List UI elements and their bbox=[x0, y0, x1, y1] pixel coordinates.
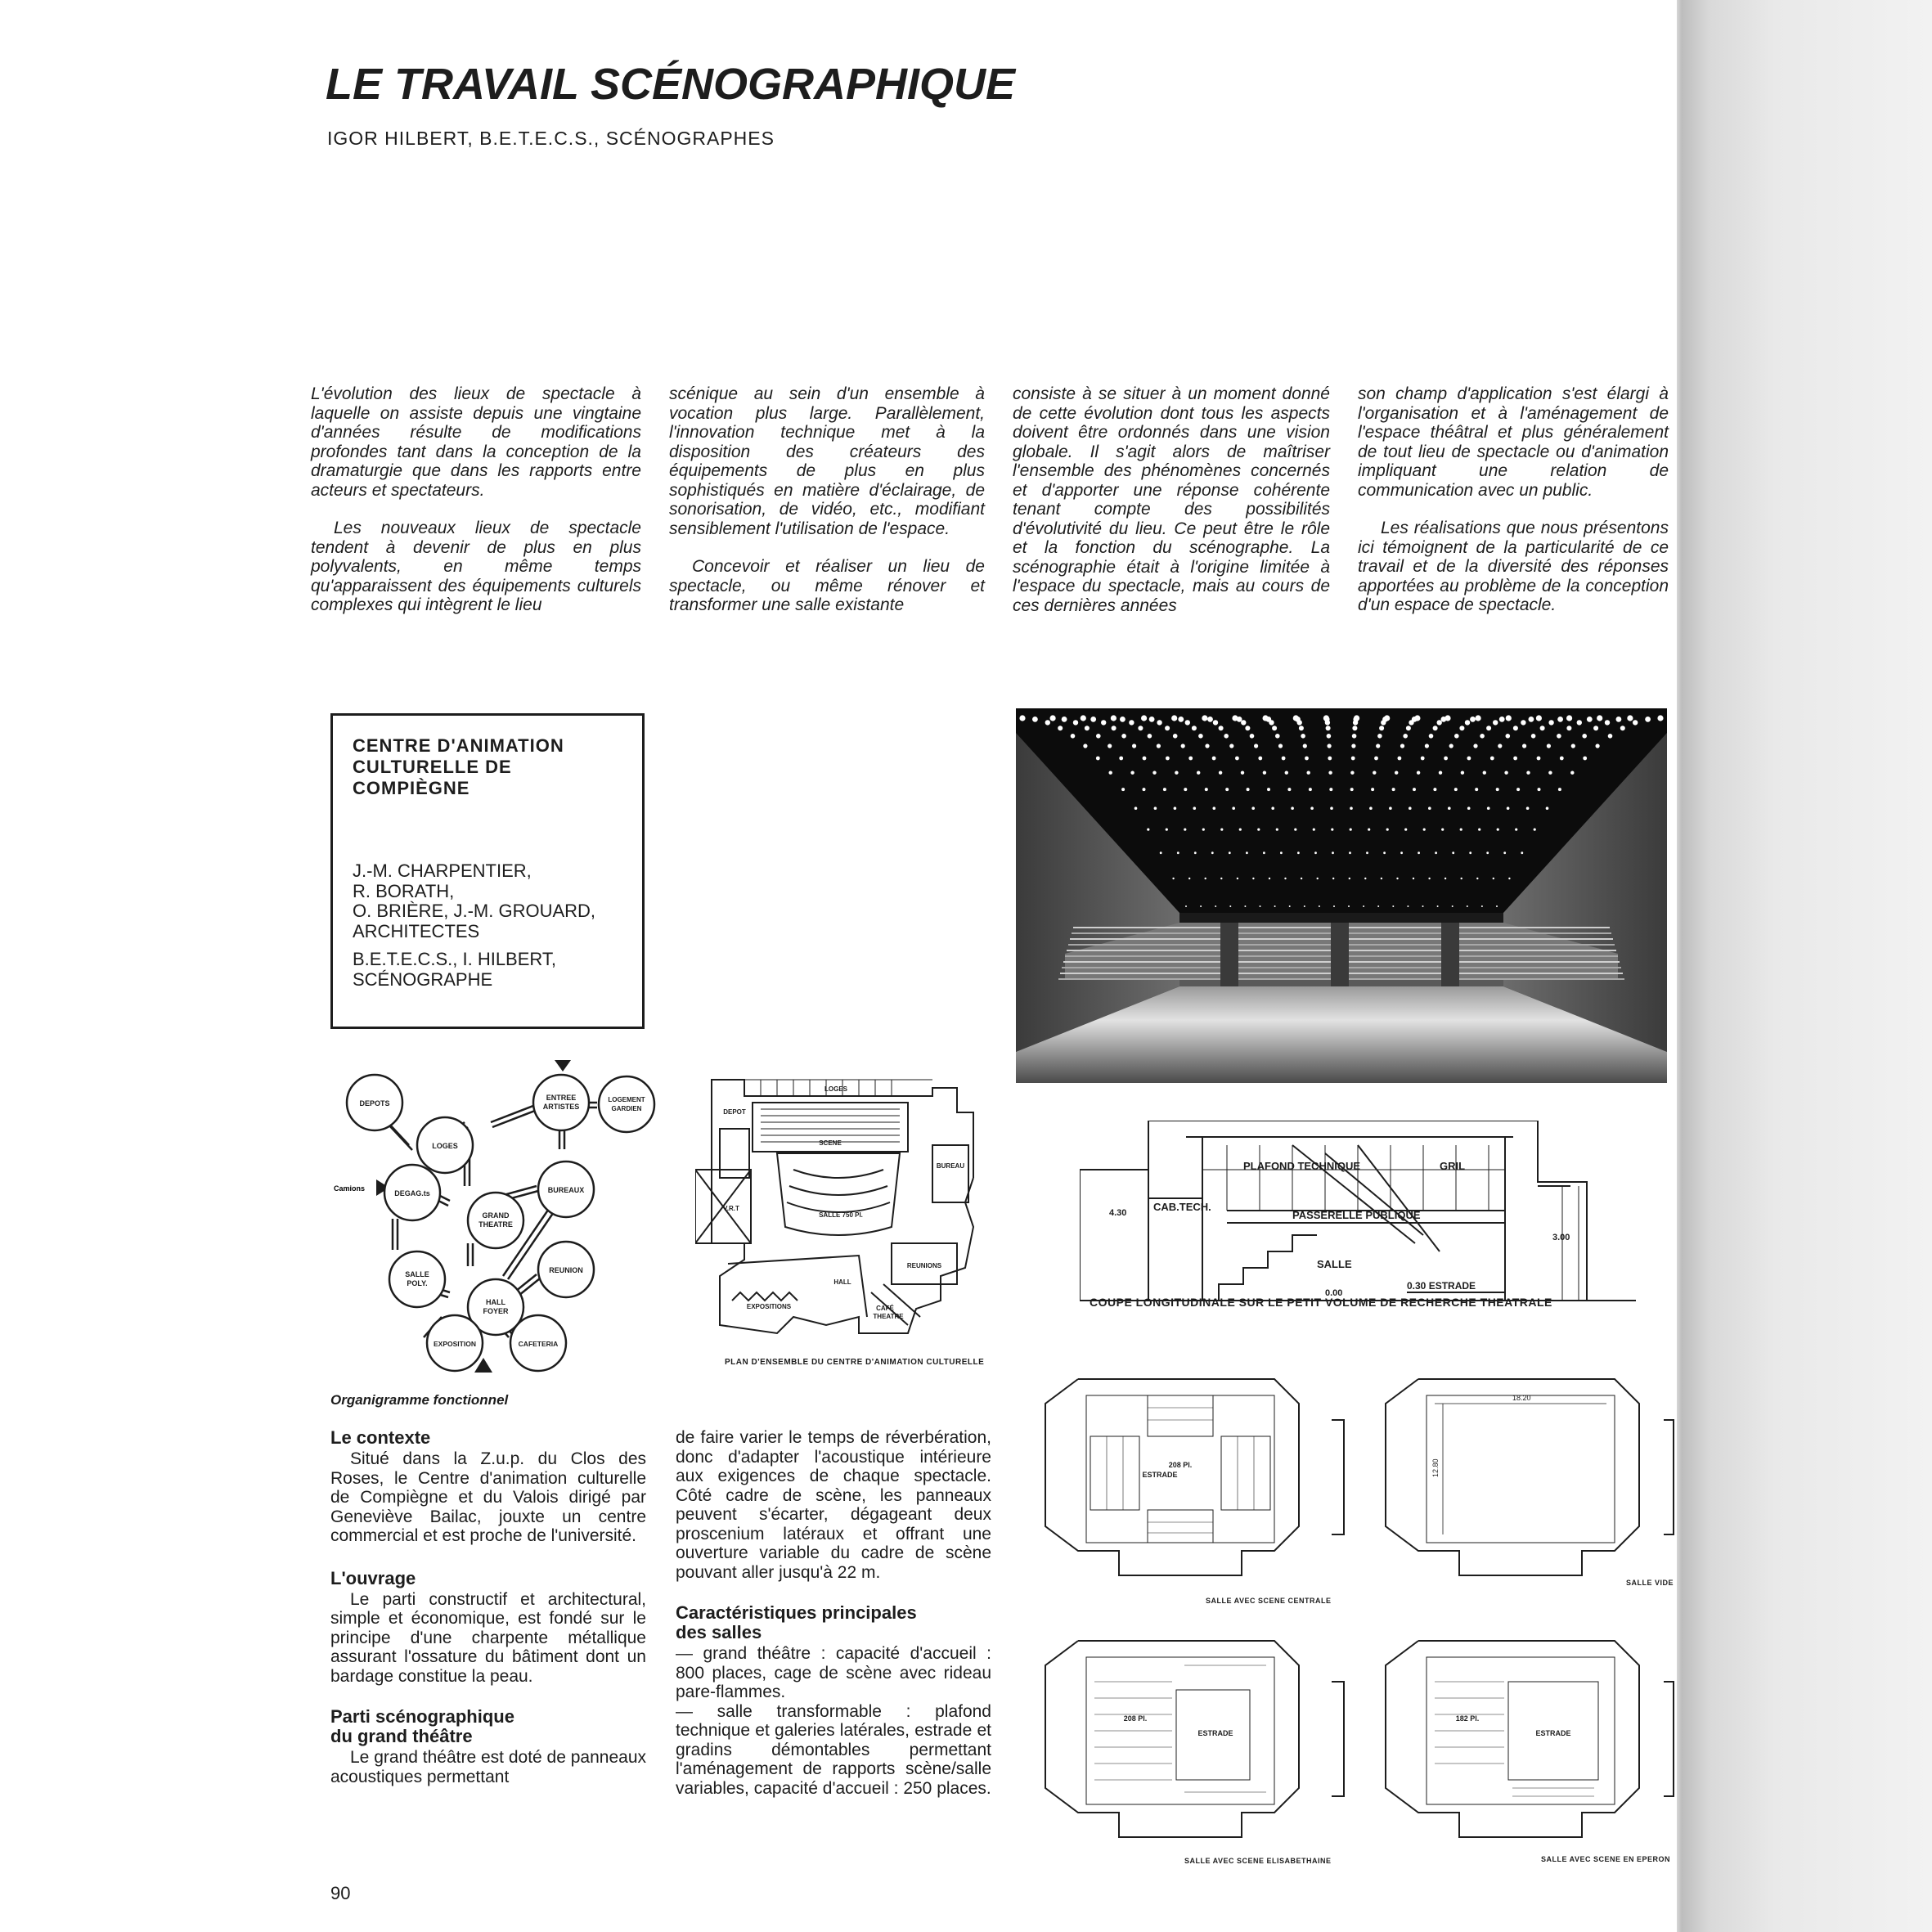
organigram-caption: Organigramme fonctionnel bbox=[330, 1392, 509, 1408]
intro-column-2 bbox=[669, 384, 985, 634]
entry-label: Camions bbox=[334, 1184, 366, 1193]
plan-caption: PLAN D'ENSEMBLE DU CENTRE D'ANIMATION CULTURELLE bbox=[725, 1358, 985, 1367]
variant-caption: SALLE AVEC SCENE CENTRALE bbox=[1206, 1597, 1332, 1605]
organigram-diagram bbox=[327, 1055, 687, 1382]
section-heading-parti: Parti scénographique du grand théâtre bbox=[330, 1706, 514, 1746]
list-item: — grand théâtre : capacité d'accueil : 800 places, cage de scène avec rideau pare-flammes. bbox=[676, 1644, 991, 1701]
variant-caption: SALLE AVEC SCENE ELISABETHAINE bbox=[1184, 1857, 1332, 1865]
section-label: CAB.TECH. bbox=[1153, 1201, 1211, 1213]
section-label: GRIL bbox=[1440, 1160, 1466, 1172]
plan-label: EXPOSITIONS bbox=[746, 1303, 792, 1310]
variant-plan-empty bbox=[1369, 1371, 1677, 1598]
node-label: DEPOTS bbox=[359, 1099, 390, 1108]
intro-column-3 bbox=[1013, 384, 1330, 634]
theatre-interior-photo bbox=[1016, 708, 1667, 1083]
variant-caption: SALLE VIDE bbox=[1626, 1579, 1674, 1587]
body-paragraph: Situé dans la Z.u.p. du Clos des Roses, le Centre d'animation culturelle de Compiègne et du Valois dirigé par Geneviève Bailac, jouxte un centre commercial et est proche de l'université. bbox=[330, 1449, 646, 1545]
body-paragraph: Le parti constructif et architectural, simple et économique, est fondé sur le principe d'une charpente métallique assurant l'ossature du bâtiment dont un bardage constitue la peau. bbox=[330, 1589, 646, 1686]
section-label: PLAFOND TECHNIQUE bbox=[1243, 1160, 1360, 1172]
node-label: BUREAUX bbox=[547, 1186, 585, 1194]
page-edge bbox=[1677, 0, 1932, 1932]
body-paragraph: Le grand théâtre est doté de panneaux acoustiques permettant bbox=[330, 1748, 646, 1786]
variant-label: 182 Pl. bbox=[1455, 1714, 1480, 1723]
variant-label: ESTRADE bbox=[1197, 1729, 1233, 1737]
variant-label: ESTRADE bbox=[1535, 1729, 1571, 1737]
node-label: GRAND bbox=[482, 1211, 510, 1220]
node-label: GARDIEN bbox=[611, 1105, 642, 1112]
section-heading-contexte: Le contexte bbox=[330, 1427, 431, 1448]
plan-label: SCENE bbox=[819, 1139, 842, 1147]
node-label: ARTISTES bbox=[542, 1103, 580, 1111]
intro-column-4 bbox=[1358, 384, 1669, 634]
node-logement-gardien bbox=[599, 1076, 654, 1132]
intro-paragraph: son champ d'application s'est élargi à l'organisation et à l'aménagement de l'espace théâtral et plus généralement de tout lieu de spectacle ou d'animation impliquant une relation de communication avec un public. bbox=[1358, 384, 1669, 500]
variant-label: 208 Pl. bbox=[1168, 1461, 1193, 1469]
variant-plan-elisabethan bbox=[1029, 1633, 1356, 1860]
plan-label: SALLE 750 Pl. bbox=[819, 1211, 863, 1219]
plan-label: DEPOT bbox=[723, 1108, 746, 1116]
body-column-1 bbox=[330, 1428, 646, 1808]
intro-paragraph: L'évolution des lieux de spectacle à laquelle on assiste depuis une vingtaine d'années résulte de modifications profondes tant dans la conception de la dramaturgie que dans les rapports entre acteurs et spectateurs. bbox=[311, 384, 641, 500]
page-number: 90 bbox=[330, 1883, 351, 1903]
section-label: PASSERELLE PUBLIQUE bbox=[1292, 1209, 1421, 1221]
variant-dimension: 12.80 bbox=[1431, 1458, 1440, 1477]
section-level: 3.00 bbox=[1552, 1233, 1570, 1242]
section-caption: COUPE LONGITUDINALE SUR LE PETIT VOLUME DE RECHERCHE THEATRALE bbox=[1090, 1296, 1552, 1309]
article-byline: IGOR HILBERT, B.E.T.E.C.S., SCÉNOGRAPHES bbox=[327, 128, 775, 149]
node-label: SALLE bbox=[405, 1270, 429, 1278]
intro-paragraph: scénique au sein d'un ensemble à vocation plus large. Parallèlement, l'innovation technique met à la disposition des créateurs des équipements de plus en plus sophistiqués en matière d'éclairage, de sonorisation, de vidéo, etc., modifiant sensiblement l'utilisation de l'espace. bbox=[669, 384, 985, 538]
plan-label: BUREAU bbox=[936, 1162, 965, 1170]
variant-plan-eperon bbox=[1369, 1633, 1677, 1860]
section-label: SALLE bbox=[1317, 1258, 1352, 1270]
variant-label: 208 Pl. bbox=[1123, 1714, 1148, 1723]
plan-label: V.R.T bbox=[723, 1205, 739, 1212]
node-label: POLY. bbox=[407, 1279, 428, 1287]
site-plan-drawing bbox=[695, 1063, 998, 1350]
node-label: THEATRE bbox=[479, 1220, 513, 1229]
intro-paragraph: Concevoir et réaliser un lieu de spectacle, ou même rénover et transformer une salle existante bbox=[669, 557, 985, 614]
plan-label: THEATRE bbox=[873, 1313, 904, 1320]
body-column-2 bbox=[676, 1428, 991, 1798]
variant-caption: SALLE AVEC SCENE EN EPERON bbox=[1541, 1855, 1671, 1863]
node-label: LOGEMENT bbox=[608, 1096, 645, 1103]
intro-paragraph: consiste à se situer à un moment donné de cette évolution dont tous les aspects doivent être ordonnés dans une vision globale. Il s'agit alors de maîtriser l'ensemble des phénomènes concernés et d'apporter une réponse cohérente tenant compte des possibilités d'évolutivité du lieu. Ce peut être le rôle et la fonction du scénographe. La scénographie était à l'origine limitée à l'espace du spectacle, mais au cours de ces dernières années bbox=[1013, 384, 1330, 615]
node-label: CAFETERIA bbox=[518, 1340, 559, 1348]
variant-plan-central bbox=[1029, 1371, 1356, 1598]
node-label: HALL bbox=[486, 1298, 505, 1306]
architects-credit: J.-M. CHARPENTIER, R. BORATH, O. BRIÈRE, J.-M. GROUARD, ARCHITECTES bbox=[353, 860, 596, 941]
section-heading-caracteristiques: Caractéristiques principales des salles bbox=[676, 1602, 917, 1642]
article-title: LE TRAVAIL SCÉNOGRAPHIQUE bbox=[326, 60, 1016, 109]
intro-paragraph: Les réalisations que nous présentons ici témoignent de la particularité de ce travail et de la diversité des réponses apportées au problème de la conception d'un espace de spectacle. bbox=[1358, 519, 1669, 614]
section-label: 0.30 ESTRADE bbox=[1407, 1280, 1476, 1292]
intro-paragraph: Les nouveaux lieux de spectacle tendent à devenir de plus en plus polyvalents, en même temps qu'apparaissent des équipements culturels complexes qui intègrent le lieu bbox=[311, 519, 641, 614]
section-level: 4.30 bbox=[1109, 1208, 1127, 1218]
intro-column-1 bbox=[311, 384, 641, 634]
node-label: ENTREE bbox=[546, 1094, 577, 1102]
project-info-box bbox=[330, 713, 645, 1029]
body-paragraph: de faire varier le temps de réverbération, donc d'adapter l'acoustique intérieure aux exigences de chaque spectacle. Côté cadre de scène, les panneaux peuvent s'écarter, dégageant deux proscenium latéraux et offrant une ouverture variable du cadre de scène pouvant aller jusqu'à 22 m. bbox=[676, 1428, 991, 1582]
plan-label: LOGES bbox=[824, 1085, 848, 1093]
longitudinal-section-drawing bbox=[1080, 1121, 1636, 1317]
node-label: DEGAG.ts bbox=[394, 1189, 430, 1197]
plan-label: CAFÉ bbox=[876, 1305, 894, 1312]
project-title: CENTRE D'ANIMATION CULTURELLE DE COMPIÈGNE bbox=[353, 735, 564, 798]
variant-label: ESTRADE bbox=[1142, 1471, 1178, 1479]
list-item: — salle transformable : plafond technique et galeries latérales, estrade et gradins démontables permettant l'aménagement de rapports scène/salle variables, capacité d'accueil : 250 places. bbox=[676, 1701, 991, 1798]
node-label: FOYER bbox=[483, 1307, 509, 1315]
node-label: LOGES bbox=[432, 1142, 458, 1150]
plan-label: HALL bbox=[833, 1278, 851, 1286]
section-heading-ouvrage: L'ouvrage bbox=[330, 1567, 416, 1588]
scenographer-credit: B.E.T.E.C.S., I. HILBERT, SCÉNOGRAPHE bbox=[353, 949, 557, 990]
plan-label: REUNIONS bbox=[906, 1262, 942, 1269]
variant-dimension: 18.20 bbox=[1512, 1394, 1531, 1402]
section-level: 0.00 bbox=[1325, 1288, 1343, 1298]
node-label: EXPOSITION bbox=[434, 1340, 476, 1348]
node-label: REUNION bbox=[549, 1266, 583, 1274]
